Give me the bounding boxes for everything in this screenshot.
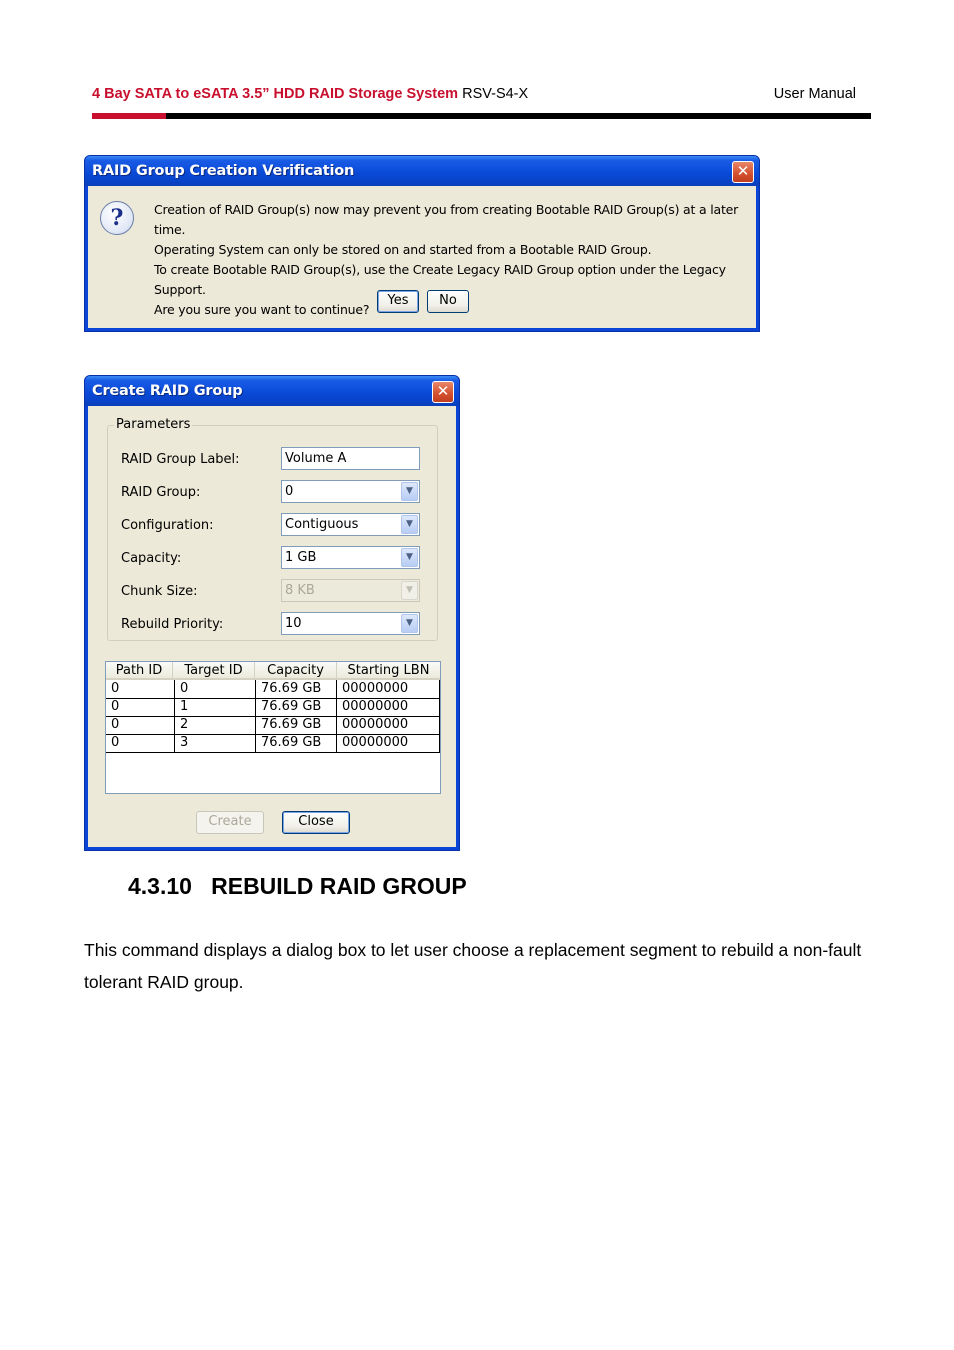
table-header <box>106 662 440 680</box>
message-line: Operating System can only be stored on and started from a Bootable RAID Group. <box>154 242 652 257</box>
cell-capacity: 76.69 GB <box>256 680 337 699</box>
cell-capacity: 76.69 GB <box>256 734 337 753</box>
section-title: REBUILD RAID GROUP <box>211 873 467 899</box>
create-raid-group-dialog <box>84 375 460 851</box>
cell-target-id: 2 <box>175 716 256 735</box>
create-body <box>88 406 456 847</box>
column-header-capacity[interactable]: Capacity <box>255 662 337 680</box>
section-number: 4.3.10 <box>128 873 192 899</box>
cell-starting-lbn: 00000000 <box>337 680 440 699</box>
create-button: Create <box>196 811 264 834</box>
raid-group-label-label: RAID Group Label: <box>121 452 240 467</box>
cell-starting-lbn: 00000000 <box>337 698 440 717</box>
product-model: RSV-S4-X <box>458 86 529 102</box>
column-header-starting-lbn[interactable]: Starting LBN <box>347 663 430 678</box>
cell-path-id: 0 <box>106 680 175 699</box>
cell-starting-lbn: 00000000 <box>337 716 440 735</box>
chevron-down-icon[interactable]: ▼ <box>401 614 418 633</box>
chevron-down-icon[interactable]: ▼ <box>401 482 418 501</box>
verification-body <box>88 186 756 328</box>
cell-path-id: 0 <box>106 734 175 753</box>
chevron-down-icon[interactable]: ▼ <box>401 515 418 534</box>
document-type: User Manual <box>773 86 856 102</box>
section-heading <box>128 873 467 900</box>
configuration-value: Contiguous <box>285 517 359 532</box>
capacity-label: Capacity: <box>121 551 182 566</box>
close-icon[interactable]: ✕ <box>732 161 754 183</box>
rebuild-priority-label: Rebuild Priority: <box>121 617 224 632</box>
verification-titlebar[interactable] <box>85 156 759 186</box>
verification-title: RAID Group Creation Verification <box>92 163 355 179</box>
close-button[interactable]: Close <box>282 811 350 834</box>
header-rule <box>92 113 871 119</box>
cell-target-id: 0 <box>175 680 256 699</box>
raid-group-label: RAID Group: <box>121 485 201 500</box>
chevron-down-icon[interactable]: ▼ <box>401 548 418 567</box>
cell-starting-lbn: 00000000 <box>337 734 440 753</box>
capacity-value: 1 GB <box>285 550 317 565</box>
column-header-path-id[interactable]: Path ID <box>106 662 173 680</box>
configuration-select[interactable] <box>281 513 420 536</box>
rebuild-priority-select[interactable] <box>281 612 420 635</box>
raid-group-value: 0 <box>285 484 294 499</box>
create-title: Create RAID Group <box>92 383 243 399</box>
cell-capacity: 76.69 GB <box>256 698 337 717</box>
chunk-size-label: Chunk Size: <box>121 584 198 599</box>
raid-group-select[interactable] <box>281 480 420 503</box>
table-row[interactable] <box>106 734 440 752</box>
question-icon: ? <box>100 201 134 235</box>
chunk-size-value: 8 KB <box>285 583 315 598</box>
configuration-label: Configuration: <box>121 518 214 533</box>
document-header <box>92 86 856 106</box>
parameters-title: Parameters <box>116 417 191 432</box>
message-line: To create Bootable RAID Group(s), use the Create Legacy RAID Group option under the Legacy Support. <box>154 262 726 297</box>
cell-target-id: 3 <box>175 734 256 753</box>
capacity-select[interactable] <box>281 546 420 569</box>
no-button[interactable]: No <box>427 290 469 313</box>
rebuild-priority-value: 10 <box>285 616 302 631</box>
message-line: Creation of RAID Group(s) now may prevent you from creating Bootable RAID Group(s) at a later time. <box>154 202 739 237</box>
parameters-groupbox <box>107 417 438 641</box>
close-icon[interactable]: ✕ <box>432 381 454 403</box>
cell-path-id: 0 <box>106 698 175 717</box>
create-titlebar[interactable] <box>85 376 459 406</box>
raid-group-label-input[interactable]: Volume A <box>281 447 420 470</box>
table-row[interactable] <box>106 680 440 698</box>
product-title: 4 Bay SATA to eSATA 3.5” HDD RAID Storage System <box>92 86 459 102</box>
table-row[interactable] <box>106 698 440 716</box>
table-row[interactable] <box>106 716 440 734</box>
verification-dialog <box>84 155 760 332</box>
message-line: Are you sure you want to continue? <box>154 302 370 317</box>
header-rule-red-segment <box>92 113 166 119</box>
cell-capacity: 76.69 GB <box>256 716 337 735</box>
yes-button[interactable]: Yes <box>377 290 419 313</box>
column-header-target-id[interactable]: Target ID <box>173 662 255 680</box>
chunk-size-select <box>281 579 420 602</box>
cell-path-id: 0 <box>106 716 175 735</box>
cell-target-id: 1 <box>175 698 256 717</box>
section-body-text: This command displays a dialog box to let user choose a replacement segment to rebuild a non-fault tolerant RAID group. <box>84 940 862 992</box>
segment-table[interactable] <box>105 661 441 794</box>
chevron-down-icon: ▼ <box>401 581 418 600</box>
